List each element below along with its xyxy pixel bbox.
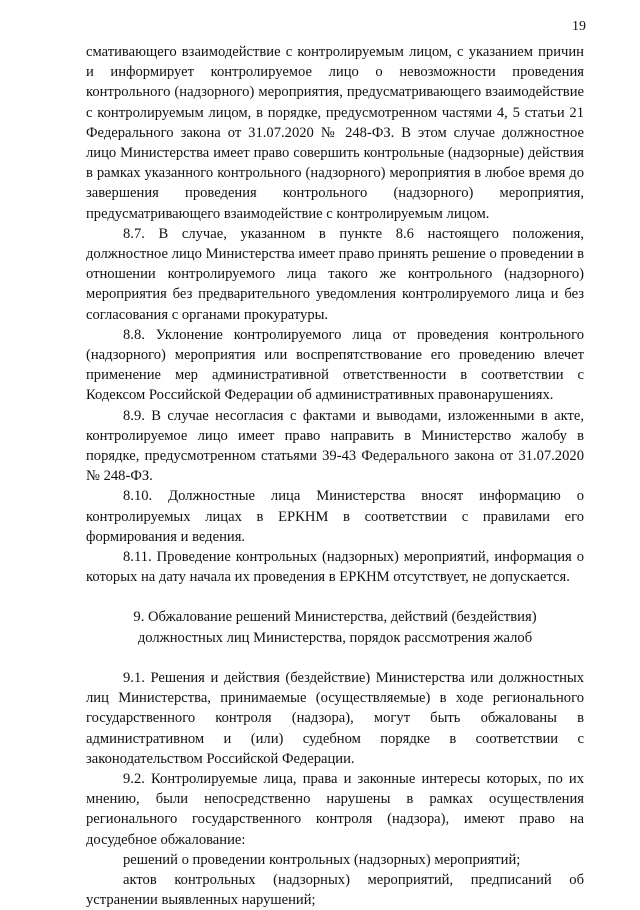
section-title (86, 607, 584, 647)
paragraph-9-1: 9.1. Решения и действия (бездействие) Министерства или должностных лиц Министерства, принимаемые (осуществляемые) в ходе регионального государственного контроля (надзора), могут быть обжалованы в административном и (или) судебном порядке в соответствии с законодательством Российской Федерации. (86, 669, 584, 767)
page-number: 19 (572, 19, 586, 34)
list-item: актов контрольных (надзорных) мероприятий, предписаний об устранении выявленных нарушений; (86, 871, 584, 909)
paragraph-8-10: 8.10. Должностные лица Министерства вносят информацию о контролируемых лицах в ЕРКНМ в соответствии с правилами его формирования и ведения. (86, 488, 584, 545)
paragraph-8-7: 8.7. В случае, указанном в пункте 8.6 настоящего положения, должностное лицо Министерства имеет право принять решение о проведении в отношении контролируемого лица такого же контрольного (надзорного) мероприятия без предварительного уведомления контролируемого лица и без согласования с органами прокуратуры. (86, 225, 584, 323)
document-content (86, 42, 584, 910)
list-item: решений о проведении контрольных (надзорных) мероприятий; (123, 851, 521, 868)
section-title-line-1: 9. Обжалование решений Министерства, действий (бездействия) (133, 609, 537, 626)
paragraph-9-2: 9.2. Контролируемые лица, права и законные интересы которых, по их мнению, были непосредственно нарушены в рамках осуществления регионального государственного контроля (надзора), имеют право на досудебное обжалование: (86, 770, 584, 848)
paragraph-8-11: 8.11. Проведение контрольных (надзорных) мероприятий, информация о которых на дату начала их проведения в ЕРКНМ отсутствует, не допускается. (86, 549, 584, 586)
section-title-line-2: должностных лиц Министерства, порядок рассмотрения жалоб (137, 629, 533, 646)
paragraph-8-8: 8.8. Уклонение контролируемого лица от проведения контрольного (надзорного) мероприятия или воспрепятствование его проведению влечет применение мер административной ответственности в соответствии с Кодексом Российской Федерации об административных правонарушениях. (86, 326, 584, 404)
paragraph-8-9: 8.9. В случае несогласия с фактами и выводами, изложенными в акте, контролируемое лицо имеет право направить в Министерство жалобу в порядке, предусмотренном статьями 39-43 Федерального закона от 31.07.2020 № 248-ФЗ. (86, 407, 584, 485)
paragraph-continuation: смативающего взаимодействие с контролируемым лицом, с указанием причин и информирует контролируемое лицо о невозможности проведения контрольного (надзорного) мероприятия, предусматривающего взаимодействие с контролируемым лицом, в порядке, предусмотренном частями 4, 5 статьи 21 Федерального закона от 31.07.2020 № 248-ФЗ. В этом случае должностное лицо Министерства имеет право совершить контрольные (надзорные) действия в рамках указанного контрольного (надзорного) мероприятия в любое время до завершения проведения контрольного (надзорного) мероприятия, предусматривающего взаимодействие с контролируемым лицом. (86, 44, 584, 222)
